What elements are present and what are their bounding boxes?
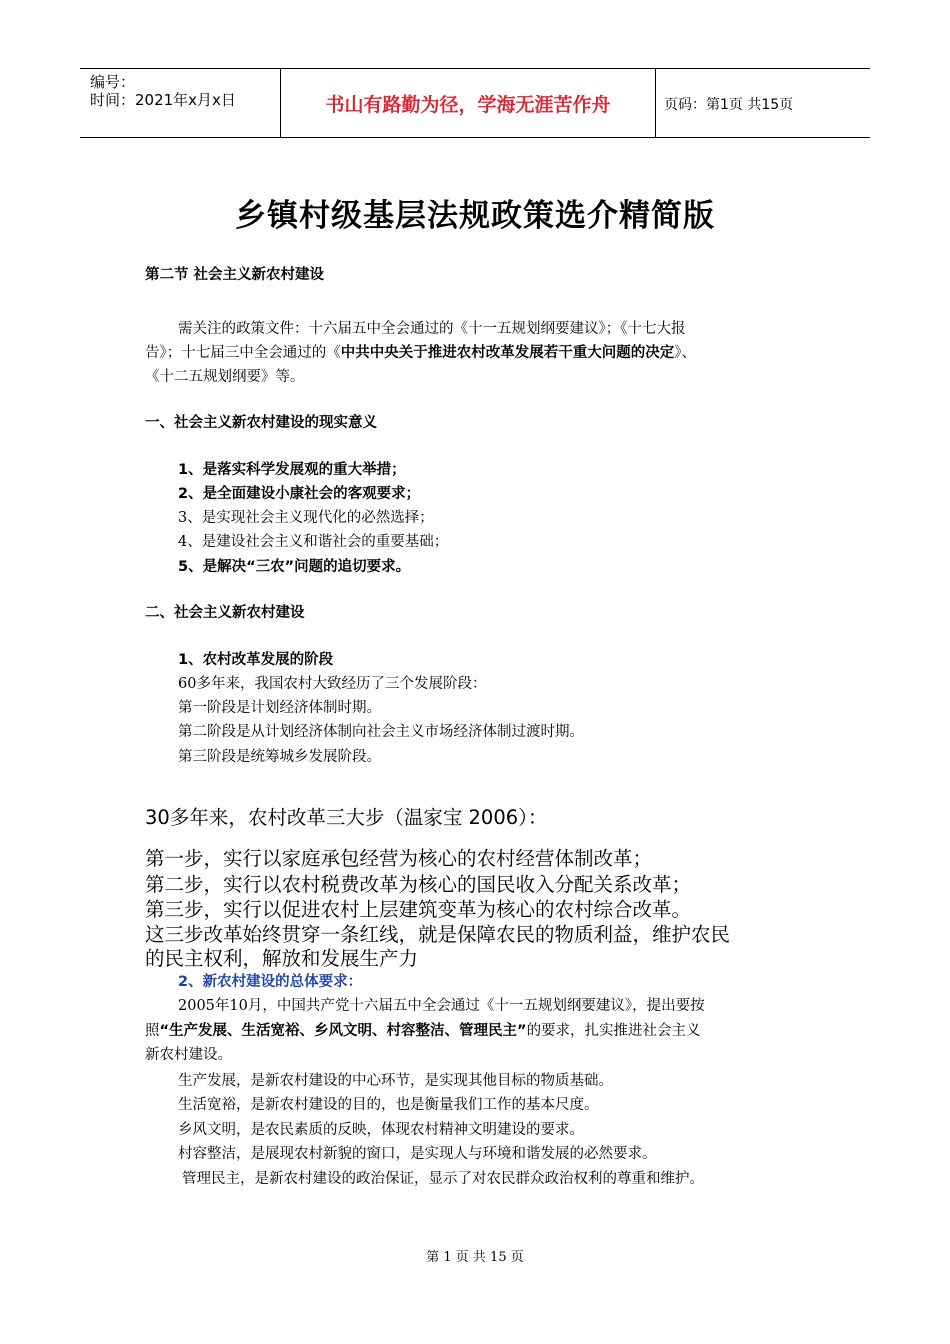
header-motto: 书山有路勤为径，学海无涯苦作舟 xyxy=(325,93,611,116)
part1-heading: 一、社会主义新农村建设的现实意义 xyxy=(145,415,377,431)
intro-line-1: 需关注的政策文件：十六届五中全会通过的《十一五规划纲要建议》；《十七大报 xyxy=(178,321,686,337)
sub2-line: 村容整洁，是展现农村新貌的窗口，是实现人与环境和谐发展的必然要求。 xyxy=(178,1146,657,1162)
intro-line-3: 《十二五规划纲要》等。 xyxy=(145,369,305,385)
intro-bold-doc: 中共中央关于推进农村改革发展若干重大问题的决定 xyxy=(340,345,675,361)
intro-line-2: 告》；十七届三中全会通过的《中共中央关于推进农村改革发展若干重大问题的决定》、 xyxy=(145,345,696,361)
reform-line: 的民主权利，解放和发展生产力 xyxy=(145,947,419,970)
part1-item: 3、是实现社会主义现代化的必然选择； xyxy=(178,510,434,526)
sub2-para-line-1: 2005年10月，中国共产党十六届五中全会通过《十一五规划纲要建议》，提出要按 xyxy=(178,998,705,1014)
reform-line: 这三步改革始终贯穿一条红线，就是保障农民的物质利益，维护农民 xyxy=(145,923,731,946)
sub2-requirements-bold: “生产发展、生活宽裕、乡风文明、村容整洁、管理民主” xyxy=(159,1023,527,1039)
part2-sub1-heading: 1、农村改革发展的阶段 xyxy=(178,652,334,668)
section-heading: 第二节 社会主义新农村建设 xyxy=(145,267,325,283)
reform-title: 30多年来，农村改革三大步（温家宝 2006）： xyxy=(145,806,548,829)
part2-sub1-line: 第三阶段是统筹城乡发展阶段。 xyxy=(178,749,381,765)
time-label: 时间：2021年x月x日 xyxy=(90,91,236,109)
page-footer: 第 1 页 共 15 页 xyxy=(426,1250,524,1265)
header-divider xyxy=(655,69,656,137)
sub2-line: 生产发展，是新农村建设的中心环节，是实现其他目标的物质基础。 xyxy=(178,1073,613,1089)
part2-heading: 二、社会主义新农村建设 xyxy=(145,605,305,621)
part2-sub2-heading: 2、新农村建设的总体要求： xyxy=(178,974,363,990)
part1-item: 2、是全面建设小康社会的客观要求； xyxy=(178,486,421,502)
part1-item: 1、是落实科学发展观的重大举措； xyxy=(178,462,406,478)
sub2-para-line-2: 照“生产发展、生活宽裕、乡风文明、村容整洁、管理民主”的要求，扎实推进社会主义 xyxy=(145,1023,701,1039)
sub2-line: 管理民主，是新农村建设的政治保证，显示了对农民群众政治权利的尊重和维护。 xyxy=(182,1171,704,1187)
part2-sub1-line: 第二阶段是从计划经济体制向社会主义市场经济体制过渡时期。 xyxy=(178,724,584,740)
header-page-info: 页码：第1页 共15页 xyxy=(664,97,794,113)
part1-item: 5、是解决“三农”问题的追切要求。 xyxy=(178,559,411,575)
part2-sub1-line: 60多年来，我国农村大致经历了三个发展阶段： xyxy=(178,676,487,692)
reform-line: 第三步，实行以促进农村上层建筑变革为核心的农村综合改革。 xyxy=(145,898,692,921)
sub2-line: 乡风文明，是农民素质的反映，体现农村精神文明建设的要求。 xyxy=(178,1122,584,1138)
reform-line: 第一步，实行以家庭承包经营为核心的农村经营体制改革； xyxy=(145,847,653,870)
document-title: 乡镇村级基层法规政策选介精简版 xyxy=(235,198,715,234)
reform-line: 第二步，实行以农村税费改革为核心的国民收入分配关系改革； xyxy=(145,873,692,896)
header-meta xyxy=(80,69,280,137)
sub2-line: 生活宽裕，是新农村建设的目的，也是衡量我们工作的基本尺度。 xyxy=(178,1097,599,1113)
part1-item: 4、是建设社会主义和谐社会的重要基础； xyxy=(178,534,449,550)
page-header xyxy=(80,68,870,138)
sub2-para-line-3: 新农村建设。 xyxy=(145,1047,232,1063)
serial-label: 编号： xyxy=(90,73,136,91)
part2-sub1-line: 第一阶段是计划经济体制时期。 xyxy=(178,700,381,716)
